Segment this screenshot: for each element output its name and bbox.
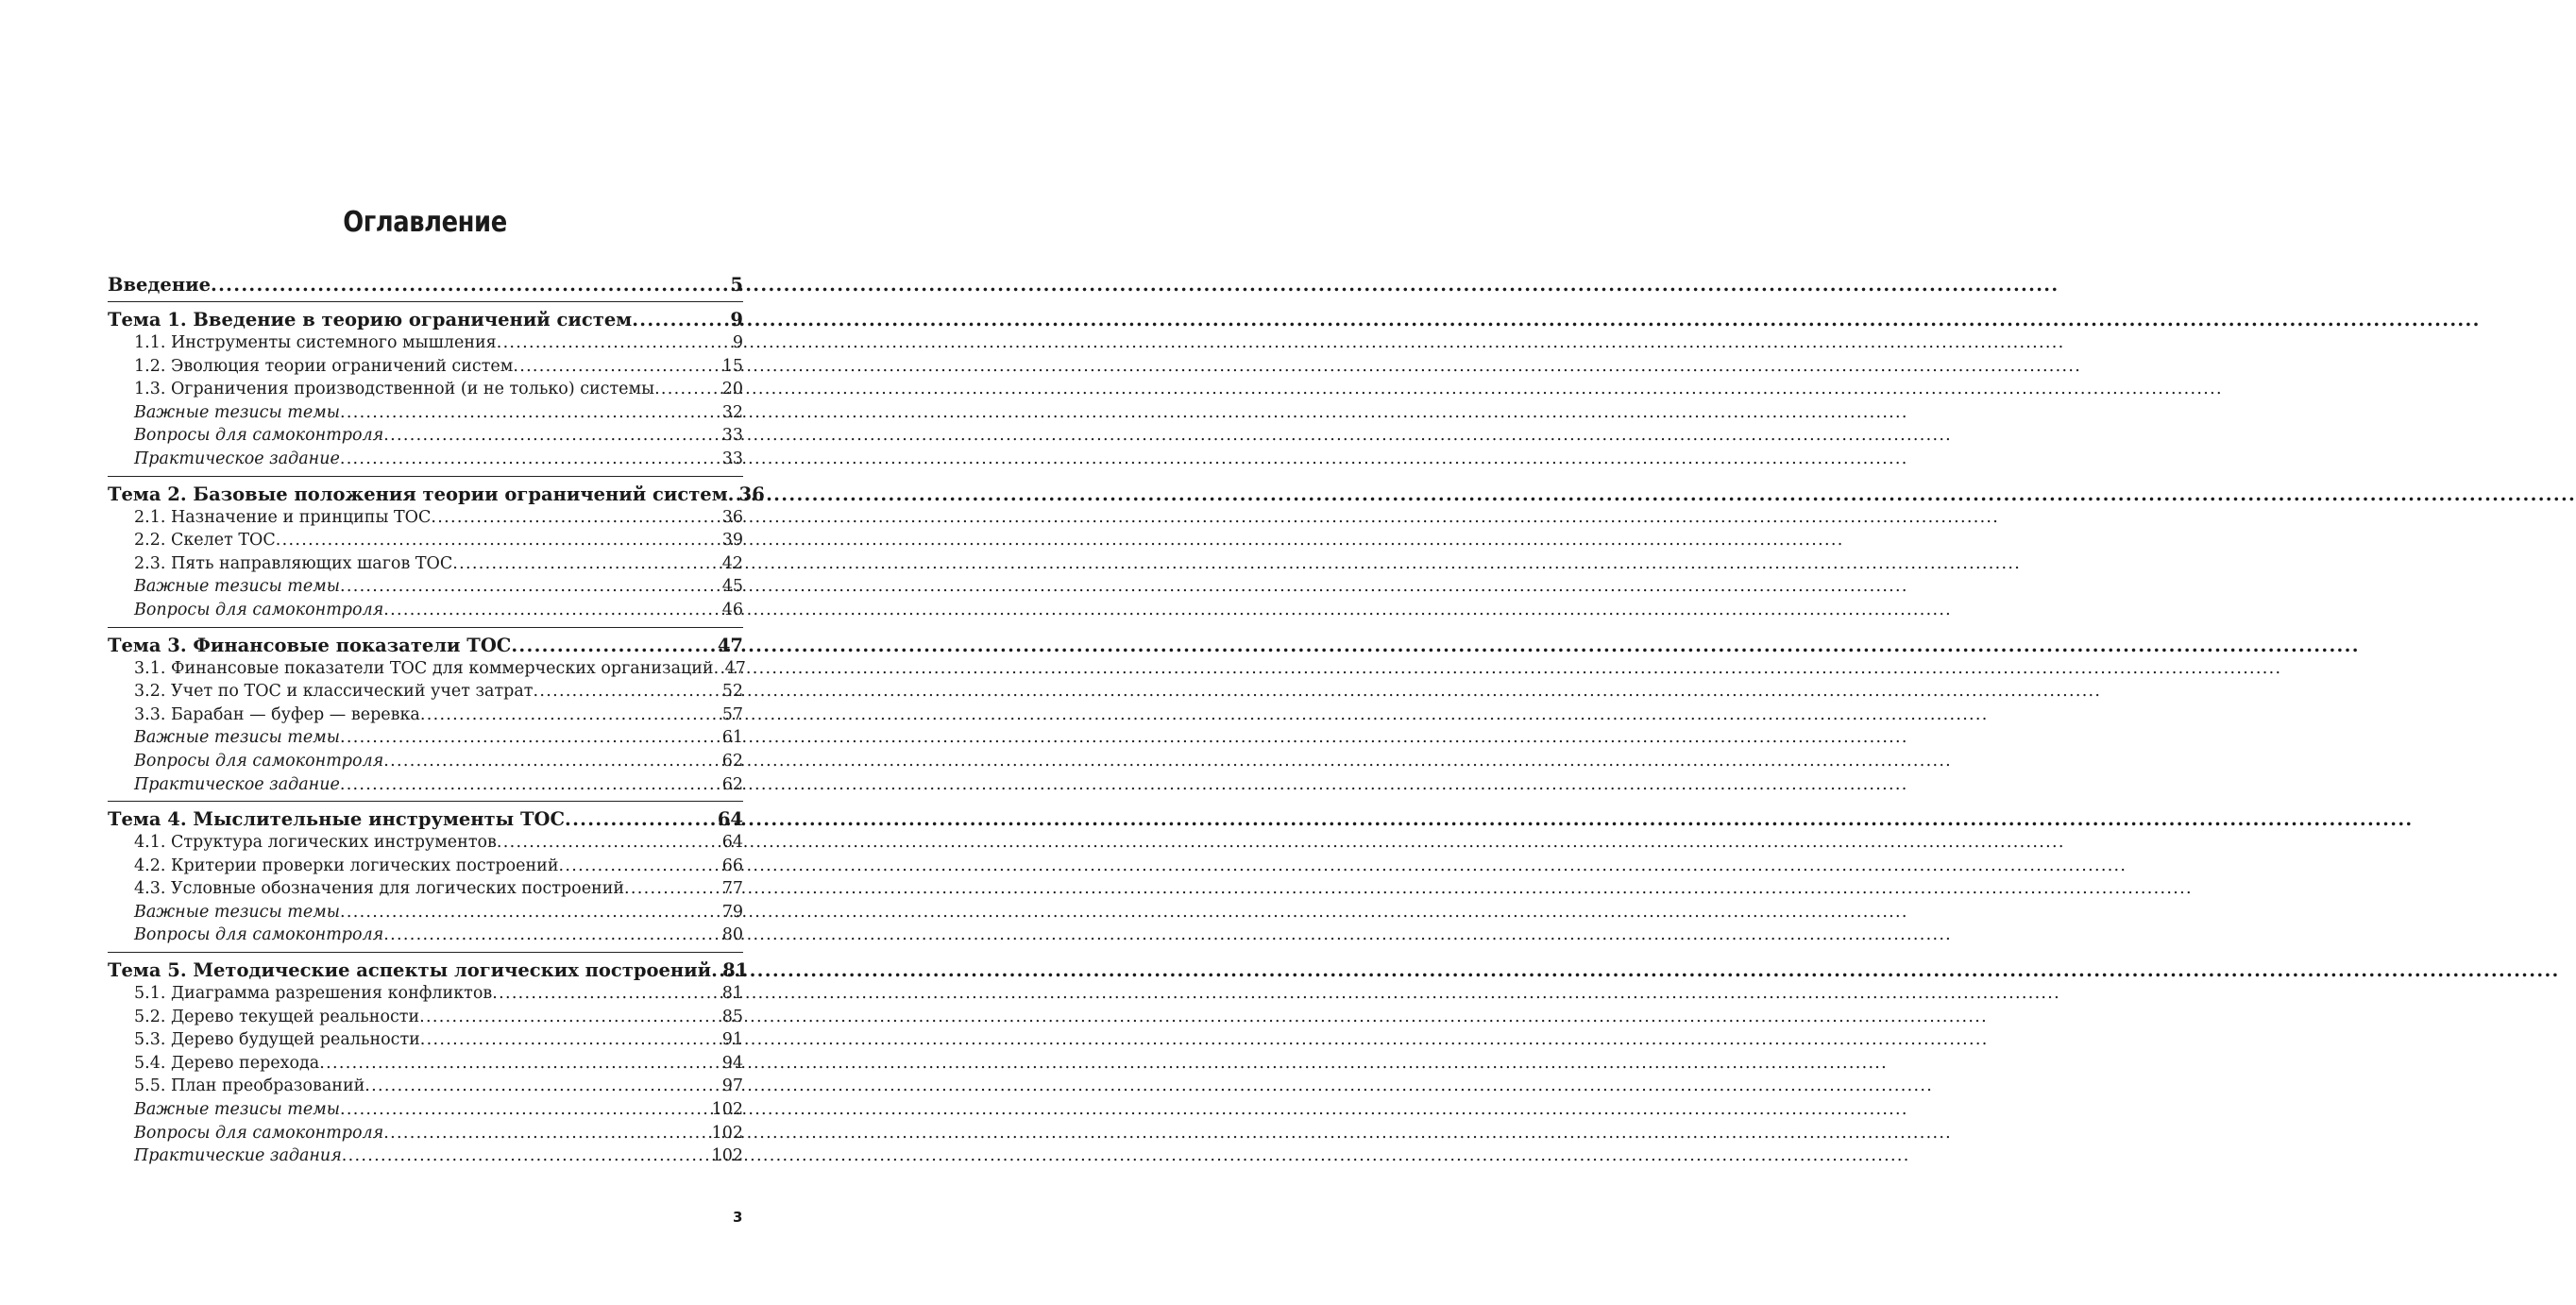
toc-entry-page: 39 [721,531,743,551]
section-divider [108,627,743,628]
toc-entry-title: Тема 1. Введение в теорию ограничений систем [108,309,633,330]
toc-entry-page: 47 [717,634,743,656]
toc-leader-dots [364,1075,720,1098]
toc-entry-page: 64 [717,808,743,831]
toc-subentry[interactable] [108,1028,743,1052]
toc-entry-page: 36 [721,507,743,527]
toc-leader-dots [319,1052,720,1076]
toc-entry-title: Важные тезисы темы [134,1100,340,1120]
section-divider [108,476,743,477]
toc-entry-page: 81 [721,984,743,1004]
toc-leader-dots [383,750,720,773]
toc-entry-title: Тема 4. Мыслительные инструменты ТОС [108,808,565,831]
toc-subentry[interactable] [108,401,743,425]
toc-entry-page: 33 [721,449,743,468]
toc-leader-dots [711,959,720,982]
toc-entry-title: Практическое задание [134,449,340,468]
toc-topic-entry[interactable] [108,309,743,331]
toc-entry-title: 5.5. План преобразований [134,1076,365,1096]
toc-entry-title: Важные тезисы темы [134,577,340,597]
toc-subentry[interactable] [108,831,743,855]
toc-entry-title: 5.1. Диаграмма разрешения конфликтов [134,984,493,1004]
toc-entry-page: 97 [721,1076,743,1096]
toc-subentry[interactable] [108,529,743,552]
toc-entry-title: 4.2. Критерии проверки логических построений [134,856,559,875]
toc-leader-dots [511,635,716,657]
toc-entry-page: 102 [711,1146,743,1166]
toc-leader-dots [340,726,720,750]
toc-entry-page: 57 [721,704,743,724]
toc-leader-dots [419,1006,720,1029]
toc-entry-page: 102 [711,1100,743,1120]
toc-subentry[interactable] [108,680,743,703]
section-divider [108,301,743,302]
toc-subentry[interactable] [108,726,743,750]
toc-subentry[interactable] [108,657,746,681]
toc-leader-dots [624,877,720,901]
toc-leader-dots [497,831,720,855]
toc-entry-title: 4.3. Условные обозначения для логических построений [134,879,625,899]
toc-intro-entry[interactable] [108,274,743,297]
toc-leader-dots [340,575,720,599]
toc-entry-title: Вопросы для самоконтроля [134,1123,384,1143]
toc-entry-title: Практические задания [134,1146,342,1166]
toc-entry-page: 32 [721,402,743,422]
toc-leader-dots [513,355,720,379]
toc-subentry[interactable] [108,355,743,379]
toc-entry-title: 5.2. Дерево текущей реальности [134,1007,420,1026]
toc-leader-dots [420,1028,720,1052]
toc-entry-page: 62 [721,774,743,794]
toc-subentry[interactable] [108,448,743,471]
toc-leader-dots [383,599,720,622]
toc-leader-dots [728,483,737,506]
section-divider [108,952,743,953]
toc-entry-title: 1.2. Эволюция теории ограничений систем [134,356,514,376]
toc-entry-page: 33 [721,426,743,446]
toc-subentry[interactable] [108,703,743,727]
toc-entry-title: 4.1. Структура логических инструментов [134,833,497,853]
toc-entry-title: Тема 3. Финансовые показатели ТОС [108,634,512,656]
toc-subentry[interactable] [108,1122,743,1145]
toc-entry-page: 102 [711,1123,743,1143]
page-number: 3 [733,1209,743,1226]
toc-subentry[interactable] [108,331,743,355]
toc-subentry[interactable] [108,575,743,599]
toc-entry-page: 5 [730,274,743,296]
toc-subentry[interactable] [108,1006,743,1029]
toc-subentry[interactable] [108,1144,743,1168]
toc-leader-dots [492,982,720,1006]
toc-entry-title: Важные тезисы темы [134,402,340,422]
toc-leader-dots [342,1144,710,1168]
toc-leader-dots [497,331,731,355]
toc-entry-title: 2.1. Назначение и принципы ТОС [134,507,432,527]
toc-entry-title: 5.4. Дерево перехода [134,1053,320,1073]
toc-topic-entry[interactable] [108,959,749,982]
toc-entry-title: Вопросы для самоконтроля [134,751,384,771]
toc-entry-title: 3.3. Барабан — буфер — веревка [134,704,420,724]
toc-entry-page: 52 [721,682,743,702]
toc-entry-title: 2.2. Скелет ТОС [134,531,276,551]
toc-entry-page: 91 [721,1030,743,1050]
toc-leader-dots [654,378,720,401]
toc-subentry[interactable] [108,378,743,401]
toc-entry-page: 9 [732,333,743,352]
toc-subentry[interactable] [108,552,743,576]
toc-entry-title: Вопросы для самоконтроля [134,600,384,619]
toc-leader-dots [340,1098,710,1122]
toc-leader-dots [276,529,720,552]
toc-entry-page: 94 [721,1053,743,1073]
toc-subentry[interactable] [108,924,743,947]
toc-leader-dots [431,506,720,530]
toc-entry-page: 64 [721,833,743,853]
toc-leader-dots [340,448,720,471]
toc-entry-page: 81 [722,959,749,982]
toc-entry-page: 80 [721,925,743,945]
toc-entry-page: 85 [721,1007,743,1026]
toc-topic-entry[interactable] [108,808,743,831]
toc-entry-page: 15 [721,356,743,376]
toc-leader-dots [534,680,720,703]
toc-entry-page: 45 [721,577,743,597]
toc-entry-page: 42 [721,553,743,573]
toc-entry-title: 1.3. Ограничения производственной (и не только) системы [134,380,655,399]
toc-leader-dots [340,401,720,425]
toc-leader-dots [632,309,728,331]
toc-entry-page: 62 [721,751,743,771]
toc-subentry[interactable] [108,877,743,901]
toc-entry-title: Важные тезисы темы [134,728,340,748]
toc-entry-page: 79 [721,902,743,922]
toc-entry-title: 1.1. Инструменты системного мышления [134,333,497,352]
toc-leader-dots [340,773,720,797]
toc-leader-dots [211,274,728,297]
toc-entry-title: 2.3. Пять направляющих шагов ТОС [134,553,453,573]
toc-entry-title: Тема 2. Базовые положения теории ограничений систем [108,483,728,505]
toc-subentry[interactable] [108,901,743,924]
toc-entry-page: 77 [721,879,743,899]
toc-entry-page: 20 [721,380,743,399]
toc-entry-page: 36 [738,483,765,505]
toc-entry-title: 3.2. Учет по ТОС и классический учет затрат [134,682,534,702]
toc-topic-entry[interactable] [108,635,743,657]
toc-subentry[interactable] [108,750,743,773]
toc-entry-page: 61 [721,728,743,748]
toc-subentry[interactable] [108,1052,743,1076]
toc-entry-title: Важные тезисы темы [134,902,340,922]
page-title: Оглавление [343,206,507,239]
toc-leader-dots [383,1122,709,1145]
toc-entry-page: 47 [724,658,746,678]
toc-entry-title: Практическое задание [134,774,340,794]
toc-entry-page: 9 [730,309,743,330]
toc-subentry[interactable] [108,982,743,1006]
toc-entry-page: 66 [721,856,743,875]
toc-entry-title: Введение [108,274,211,296]
toc-subentry[interactable] [108,1098,743,1122]
toc-subentry[interactable] [108,506,743,530]
toc-entry-title: 3.1. Финансовые показатели ТОС для коммерческих организаций [134,658,714,678]
toc-leader-dots [559,855,720,878]
toc-subentry[interactable] [108,773,743,797]
toc-entry-title: Вопросы для самоконтроля [134,426,384,446]
toc-leader-dots [383,924,720,947]
toc-leader-dots [340,901,720,924]
toc-topic-entry[interactable] [108,483,765,506]
toc-subentry[interactable] [108,1075,743,1098]
toc-entry-title: Тема 5. Методические аспекты логических построений [108,959,712,982]
toc-subentry[interactable] [108,424,743,448]
toc-leader-dots [714,657,723,681]
table-of-contents [108,274,765,1168]
section-divider [108,801,743,802]
toc-leader-dots [420,703,720,727]
toc-subentry[interactable] [108,855,743,878]
toc-entry-page: 46 [721,600,743,619]
toc-subentry[interactable] [108,599,743,622]
toc-entry-title: Вопросы для самоконтроля [134,925,384,945]
toc-leader-dots [383,424,720,448]
toc-leader-dots [452,552,720,576]
toc-leader-dots [565,808,716,831]
toc-entry-title: 5.3. Дерево будущей реальности [134,1030,420,1050]
